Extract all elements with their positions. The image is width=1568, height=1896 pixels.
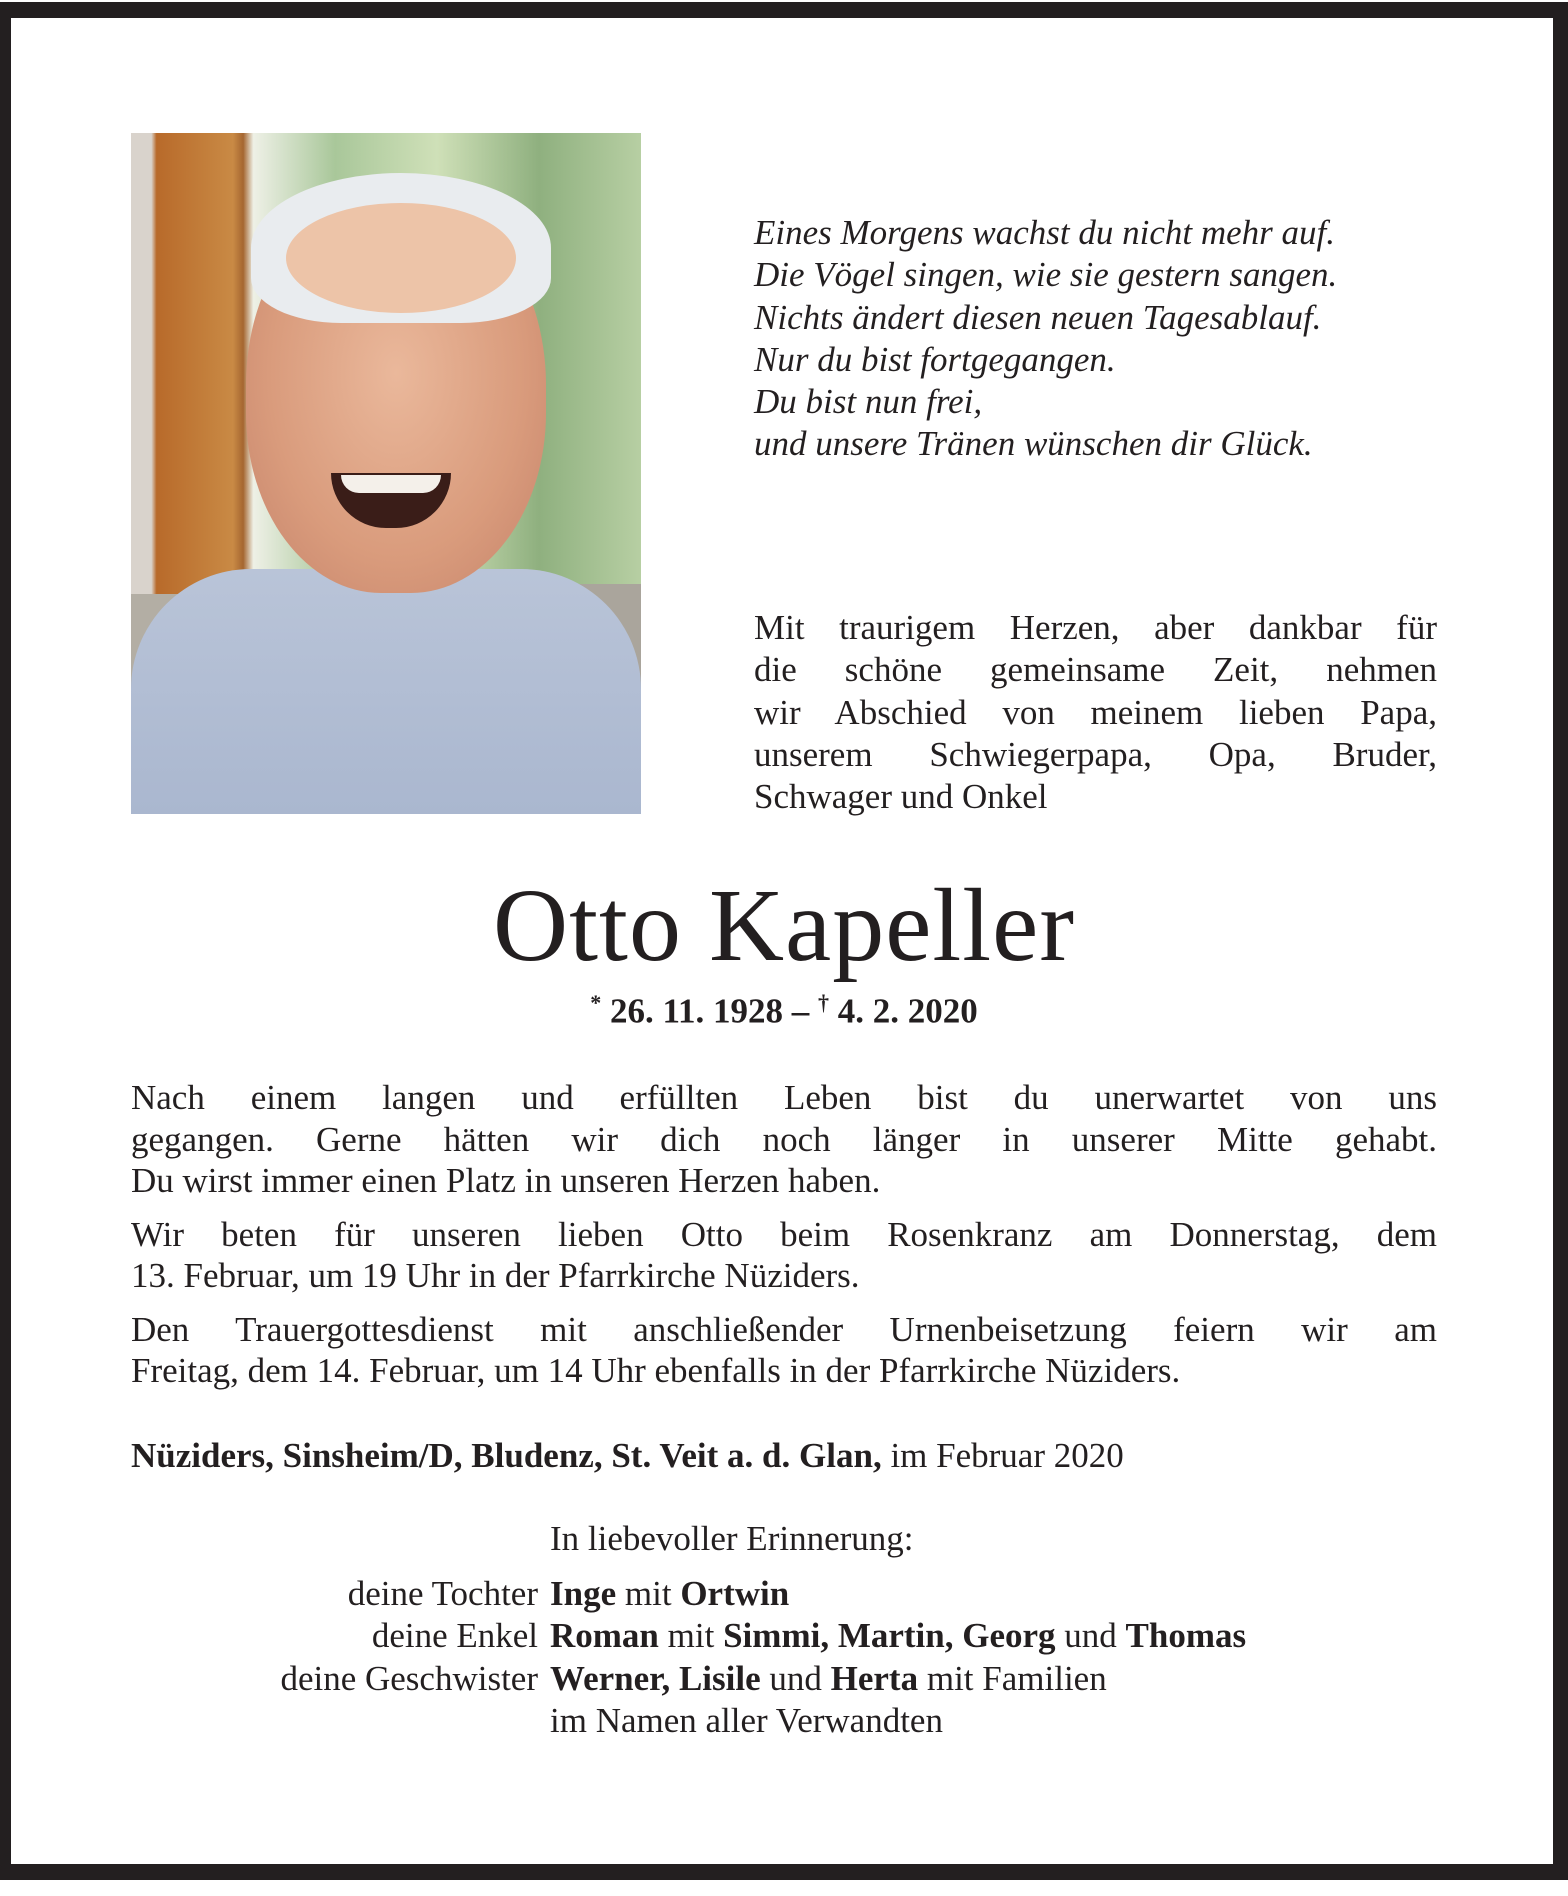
poem: [754, 212, 1337, 466]
mourner-name: Herta: [830, 1658, 919, 1698]
text-line: gegangen. Gerne hätten wir dich noch länger in unserer Mitte gehabt.: [131, 1119, 1437, 1159]
death-mark: †: [818, 990, 830, 1015]
photo-forehead: [286, 203, 516, 313]
date-separator: –: [783, 991, 819, 1031]
intro-line: wir Abschied von meinem lieben Papa,: [754, 692, 1437, 732]
mourner-name: Roman: [550, 1616, 659, 1655]
mourner-name: Werner, Lisile: [550, 1658, 761, 1698]
mourner-row: [0, 1573, 1568, 1616]
intro-line: unserem Schwiegerpapa, Opa, Bruder,: [754, 734, 1437, 774]
signoff: [0, 1518, 1568, 1743]
mourner-name: Thomas: [1125, 1616, 1247, 1655]
connector-text: und: [1055, 1616, 1126, 1655]
mourner-name: Simmi, Martin, Georg: [723, 1616, 1056, 1655]
life-dates: [0, 990, 1568, 1032]
text-line: Freitag, dem 14. Februar, um 14 Uhr ebenfalls in der Pfarrkirche Nüziders.: [131, 1351, 1181, 1390]
deceased-name: Otto Kapeller: [493, 868, 1075, 983]
mourner-names: [550, 1658, 1107, 1701]
poem-line: Du bist nun frei,: [754, 382, 983, 422]
relation-label: deine Tochter: [347, 1573, 538, 1613]
birth-date: 26. 11. 1928: [609, 991, 784, 1031]
intro-line: die schöne gemeinsame Zeit, nehmen: [754, 650, 1437, 690]
text-line: Nach einem langen und erfüllten Leben bist du unerwartet von uns: [131, 1078, 1437, 1117]
text-line: Wir beten für unseren lieben Otto beim Rosenkranz am Donnerstag, dem: [131, 1214, 1437, 1254]
text-line: 13. Februar, um 19 Uhr in der Pfarrkirche Nüziders.: [131, 1256, 860, 1295]
poem-line: Nichts ändert diesen neuen Tagesablauf.: [754, 297, 1322, 337]
text-line: Du wirst immer einen Platz in unseren Herzen haben.: [131, 1161, 881, 1200]
mourner-name: Inge: [550, 1573, 617, 1613]
photo-shirt: [131, 569, 641, 814]
mourner-name: Ortwin: [680, 1573, 790, 1613]
mourner-row: [0, 1615, 1568, 1658]
place-date-line: [131, 1436, 1124, 1476]
poem-line: Eines Morgens wachst du nicht mehr auf.: [754, 213, 1336, 252]
mourner-names: [550, 1615, 1246, 1658]
connector-text: mit: [616, 1573, 681, 1613]
poem-line: Nur du bist fortgegangen.: [754, 339, 1116, 379]
photo-teeth: [341, 475, 441, 493]
intro-line: Schwager und Onkel: [754, 777, 1048, 817]
portrait-photo: [131, 133, 641, 814]
death-date: 4. 2. 2020: [837, 991, 978, 1031]
relation-label: deine Geschwister: [280, 1658, 538, 1698]
poem-line: Die Vögel singen, wie sie gestern sangen.: [754, 255, 1338, 295]
connector-text: und: [760, 1658, 831, 1698]
birth-mark: *: [590, 990, 602, 1015]
connector-text: mit: [658, 1616, 724, 1655]
intro-paragraph: [754, 607, 1437, 818]
mourner-names: [550, 1573, 789, 1616]
connector-text: mit Familien: [918, 1658, 1107, 1698]
paragraph-farewell: [131, 1077, 1437, 1202]
mourner-row: [0, 1658, 1568, 1701]
relation-label: deine Enkel: [371, 1616, 538, 1655]
signoff-heading: In liebevoller Erinnerung:: [550, 1519, 914, 1558]
body-text: [131, 1077, 1437, 1404]
signoff-footer: im Namen aller Verwandten: [550, 1701, 943, 1740]
poem-line: und unsere Tränen wünschen dir Glück.: [754, 424, 1313, 464]
month-year: im Februar 2020: [881, 1436, 1124, 1475]
intro-line: Mit traurigem Herzen, aber dankbar für: [754, 608, 1437, 647]
paragraph-funeral: [131, 1309, 1437, 1392]
text-line: Den Trauergottesdienst mit anschließender Urnenbeisetzung feiern wir am: [131, 1309, 1437, 1349]
places: Nüziders, Sinsheim/D, Bludenz, St. Veit a. d. Glan,: [131, 1436, 882, 1475]
paragraph-rosary: [131, 1214, 1437, 1297]
